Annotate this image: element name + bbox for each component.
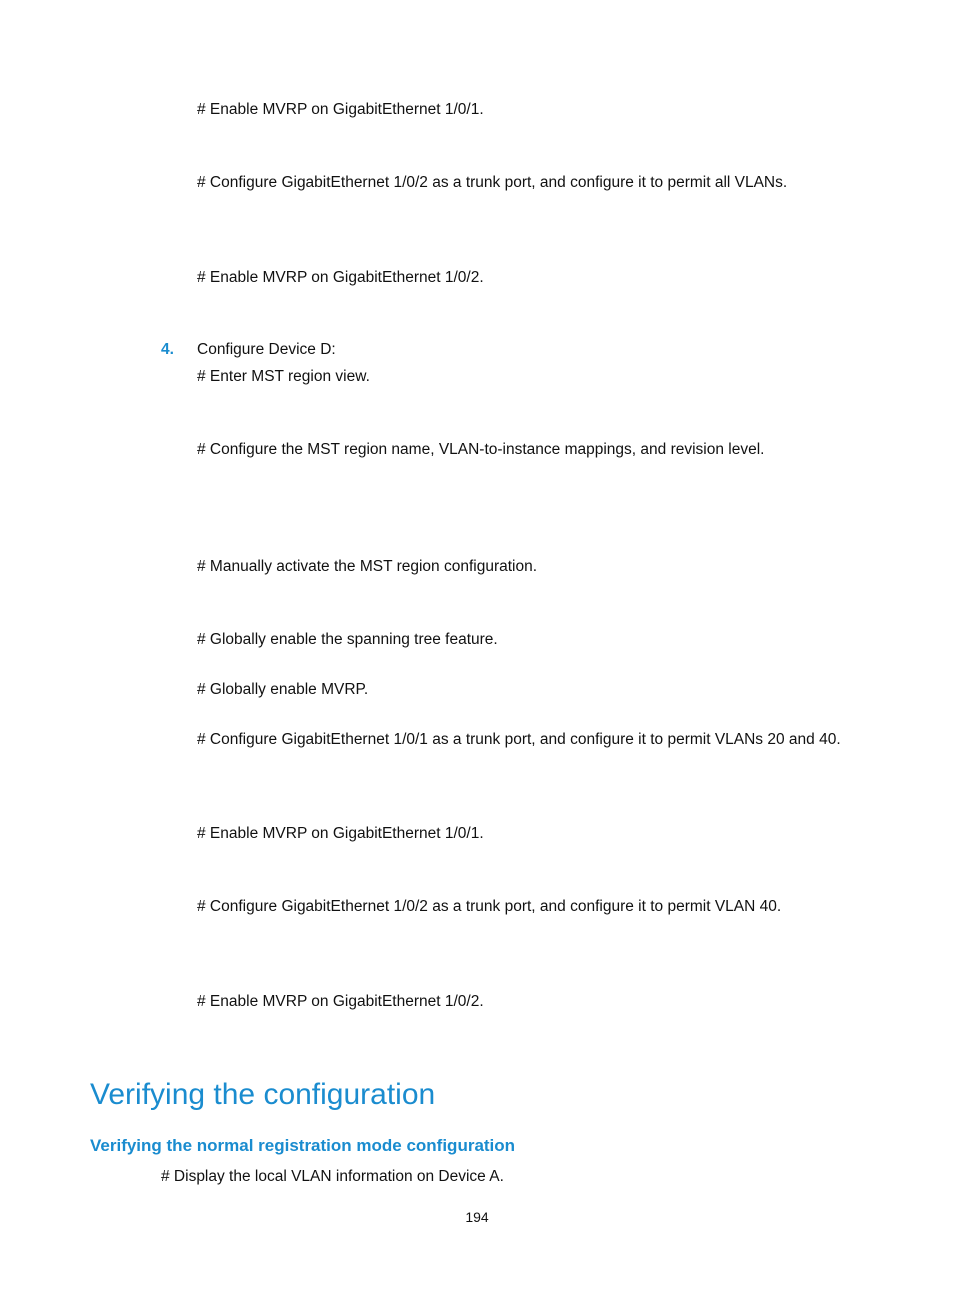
instruction-line: # Enable MVRP on GigabitEthernet 1/0/2. [197,269,484,286]
step-title: Configure Device D: [197,341,336,358]
subsection-heading: Verifying the normal registration mode configuration [90,1136,516,1155]
step-number: 4. [161,341,174,358]
instruction-line: # Globally enable the spanning tree feature. [197,631,498,648]
page-number: 194 [465,1209,489,1225]
instruction-line: # Enter MST region view. [197,368,370,385]
instruction-line: # Enable MVRP on GigabitEthernet 1/0/1. [197,825,484,842]
instruction-line: # Display the local VLAN information on Device A. [161,1168,504,1185]
instruction-line: # Configure the MST region name, VLAN-to-instance mappings, and revision level. [197,441,765,458]
instruction-line: # Configure GigabitEthernet 1/0/2 as a trunk port, and configure it to permit all VLANs. [197,174,788,191]
instruction-line: # Configure GigabitEthernet 1/0/1 as a trunk port, and configure it to permit VLANs 20 and 40. [197,731,841,748]
instruction-line: # Enable MVRP on GigabitEthernet 1/0/2. [197,993,484,1010]
instruction-line: # Globally enable MVRP. [197,681,369,698]
instruction-line: # Manually activate the MST region configuration. [197,558,538,575]
instruction-line: # Configure GigabitEthernet 1/0/2 as a trunk port, and configure it to permit VLAN 40. [197,898,782,915]
section-heading: Verifying the configuration [90,1078,436,1111]
instruction-line: # Enable MVRP on GigabitEthernet 1/0/1. [197,101,484,118]
